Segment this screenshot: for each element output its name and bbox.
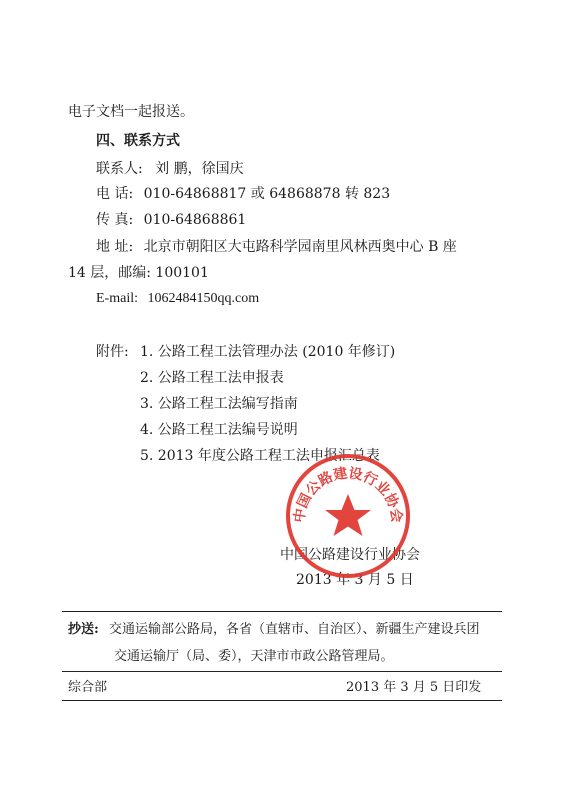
seal-text: 中国公路建设行业协会 — [291, 465, 405, 524]
contact-person — [96, 159, 244, 179]
signature-date: 2013 年 3 月 5 日 — [296, 572, 414, 588]
contact-address-label: 地 址: — [96, 239, 134, 255]
contact-address — [96, 237, 457, 257]
contact-address-value-2: 14 层，邮编: 100101 — [68, 265, 209, 281]
cc-block — [68, 620, 479, 640]
attachment-item-3: 3. 公路工程工法编写指南 — [140, 396, 298, 412]
contact-phone-value: 010-64868817 或 64868878 转 823 — [143, 186, 391, 202]
contact-person-value: 刘 鹏，徐国庆 — [155, 161, 244, 177]
contact-fax — [96, 210, 246, 230]
cc-line-1: 交通运输部公路局，各省（直辖市、自治区）、新疆生产建设兵团 — [108, 622, 480, 637]
contact-fax-value: 010-64868861 — [143, 212, 247, 228]
contact-email-value: 1062484150qq.com — [147, 291, 260, 306]
continuation-text: 电子文档一起报送。 — [68, 104, 194, 120]
cc-line-2: 交通运输厅（局、委），天津市市政公路管理局。 — [114, 649, 394, 664]
contact-email — [96, 289, 259, 309]
contact-address-value-1: 北京市朝阳区大屯路科学园南里风林西奥中心 B 座 — [143, 239, 457, 255]
attachment-item-2: 2. 公路工程工法申报表 — [140, 370, 284, 386]
signature-org: 中国公路建设行业协会 — [280, 547, 420, 563]
attachment-item-1: 1. 公路工程工法管理办法 (2010 年修订) — [140, 344, 396, 360]
cc-label: 抄送: — [68, 622, 99, 637]
cc-top-rule — [62, 611, 502, 612]
attachments-label: 附件: — [96, 344, 129, 360]
contact-phone-label: 电 话: — [96, 186, 134, 202]
footer-dept: 综合部 — [68, 680, 108, 695]
attachment-item-5: 5. 2013 年度公路工程工法申报汇总表 — [140, 448, 380, 464]
section-title: 四、联系方式 — [96, 133, 180, 149]
footer-printed-date: 2013 年 3 月 5 日印发 — [346, 680, 482, 695]
contact-fax-label: 传 真: — [96, 212, 134, 228]
contact-person-label: 联系人: — [96, 161, 143, 177]
cc-bottom-rule — [62, 671, 502, 672]
contact-email-label: E-mail: — [96, 291, 138, 306]
contact-phone — [96, 184, 390, 204]
attachment-item-4: 4. 公路工程工法编号说明 — [140, 422, 298, 438]
seal-star-icon — [325, 494, 371, 536]
footer-rule — [62, 700, 502, 701]
official-seal — [284, 452, 412, 580]
